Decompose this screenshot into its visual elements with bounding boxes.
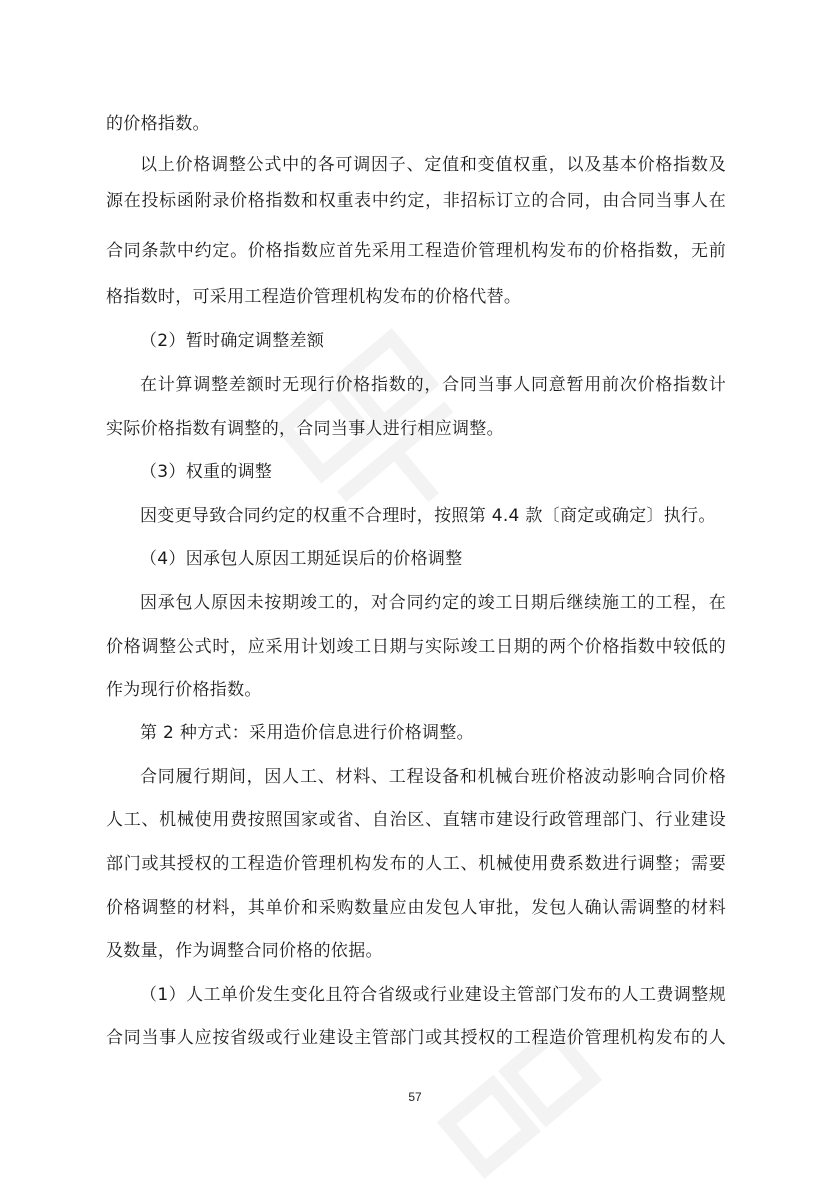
section-heading: （4）因承包人原因工期延误后的价格调整 [140, 549, 463, 569]
text-line: 作为现行价格指数。 [106, 680, 262, 700]
text-line: 人工、机械使用费按照国家或省、自治区、直辖市建设行政管理部门、行业建设 [106, 810, 726, 830]
watermark-bottom [420, 1040, 660, 1180]
text-line: 格指数时，可采用工程造价管理机构发布的价格代替。 [106, 287, 522, 307]
text-line: 以上价格调整公式中的各可调因子、定值和变值权重，以及基本价格指数及 [140, 155, 726, 175]
text-line: 部门或其授权的工程造价管理机构发布的人工、机械使用费系数进行调整；需要 [106, 854, 726, 874]
text-line: 价格调整的材料，其单价和采购数量应由发包人审批，发包人确认需调整的材料 [106, 898, 726, 918]
text-line: 实际价格指数有调整的，合同当事人进行相应调整。 [106, 419, 504, 439]
text-line: 及数量，作为调整合同价格的依据。 [106, 941, 383, 961]
text-line: 因承包人原因未按期竣工的，对合同约定的竣工日期后继续施工的工程，在 [140, 593, 726, 613]
text-line: 价格调整公式时，应采用计划竣工日期与实际竣工日期的两个价格指数中较低的 [106, 637, 726, 657]
text-line: 在计算调整差额时无现行价格指数的，合同当事人同意暂用前次价格指数计 [140, 375, 726, 395]
text-line: 合同条款中约定。价格指数应首先采用工程造价管理机构发布的价格指数，无前 [106, 241, 726, 261]
text-line: 第 2 种方式：采用造价信息进行价格调整。 [140, 723, 474, 743]
page-number: 57 [408, 1090, 422, 1104]
text-line: 合同履行期间，因人工、材料、工程设备和机械台班价格波动影响合同价格 [140, 767, 726, 787]
text-line: 因变更导致合同约定的权重不合理时，按照第 4.4 款〔商定或确定〕执行。 [140, 506, 716, 526]
section-heading: （2）暂时确定调整差额 [140, 331, 325, 351]
section-heading: （3）权重的调整 [140, 462, 273, 482]
text-line: 合同当事人应按省级或行业建设主管部门或其授权的工程造价管理机构发布的人 [106, 1028, 726, 1048]
text-line: 源在投标函附录价格指数和权重表中约定，非招标订立的合同，由合同当事人在 [106, 191, 726, 211]
text-line: （1）人工单价发生变化且符合省级或行业建设主管部门发布的人工费调整规 [140, 985, 726, 1005]
text-line: 的价格指数。 [106, 114, 210, 134]
